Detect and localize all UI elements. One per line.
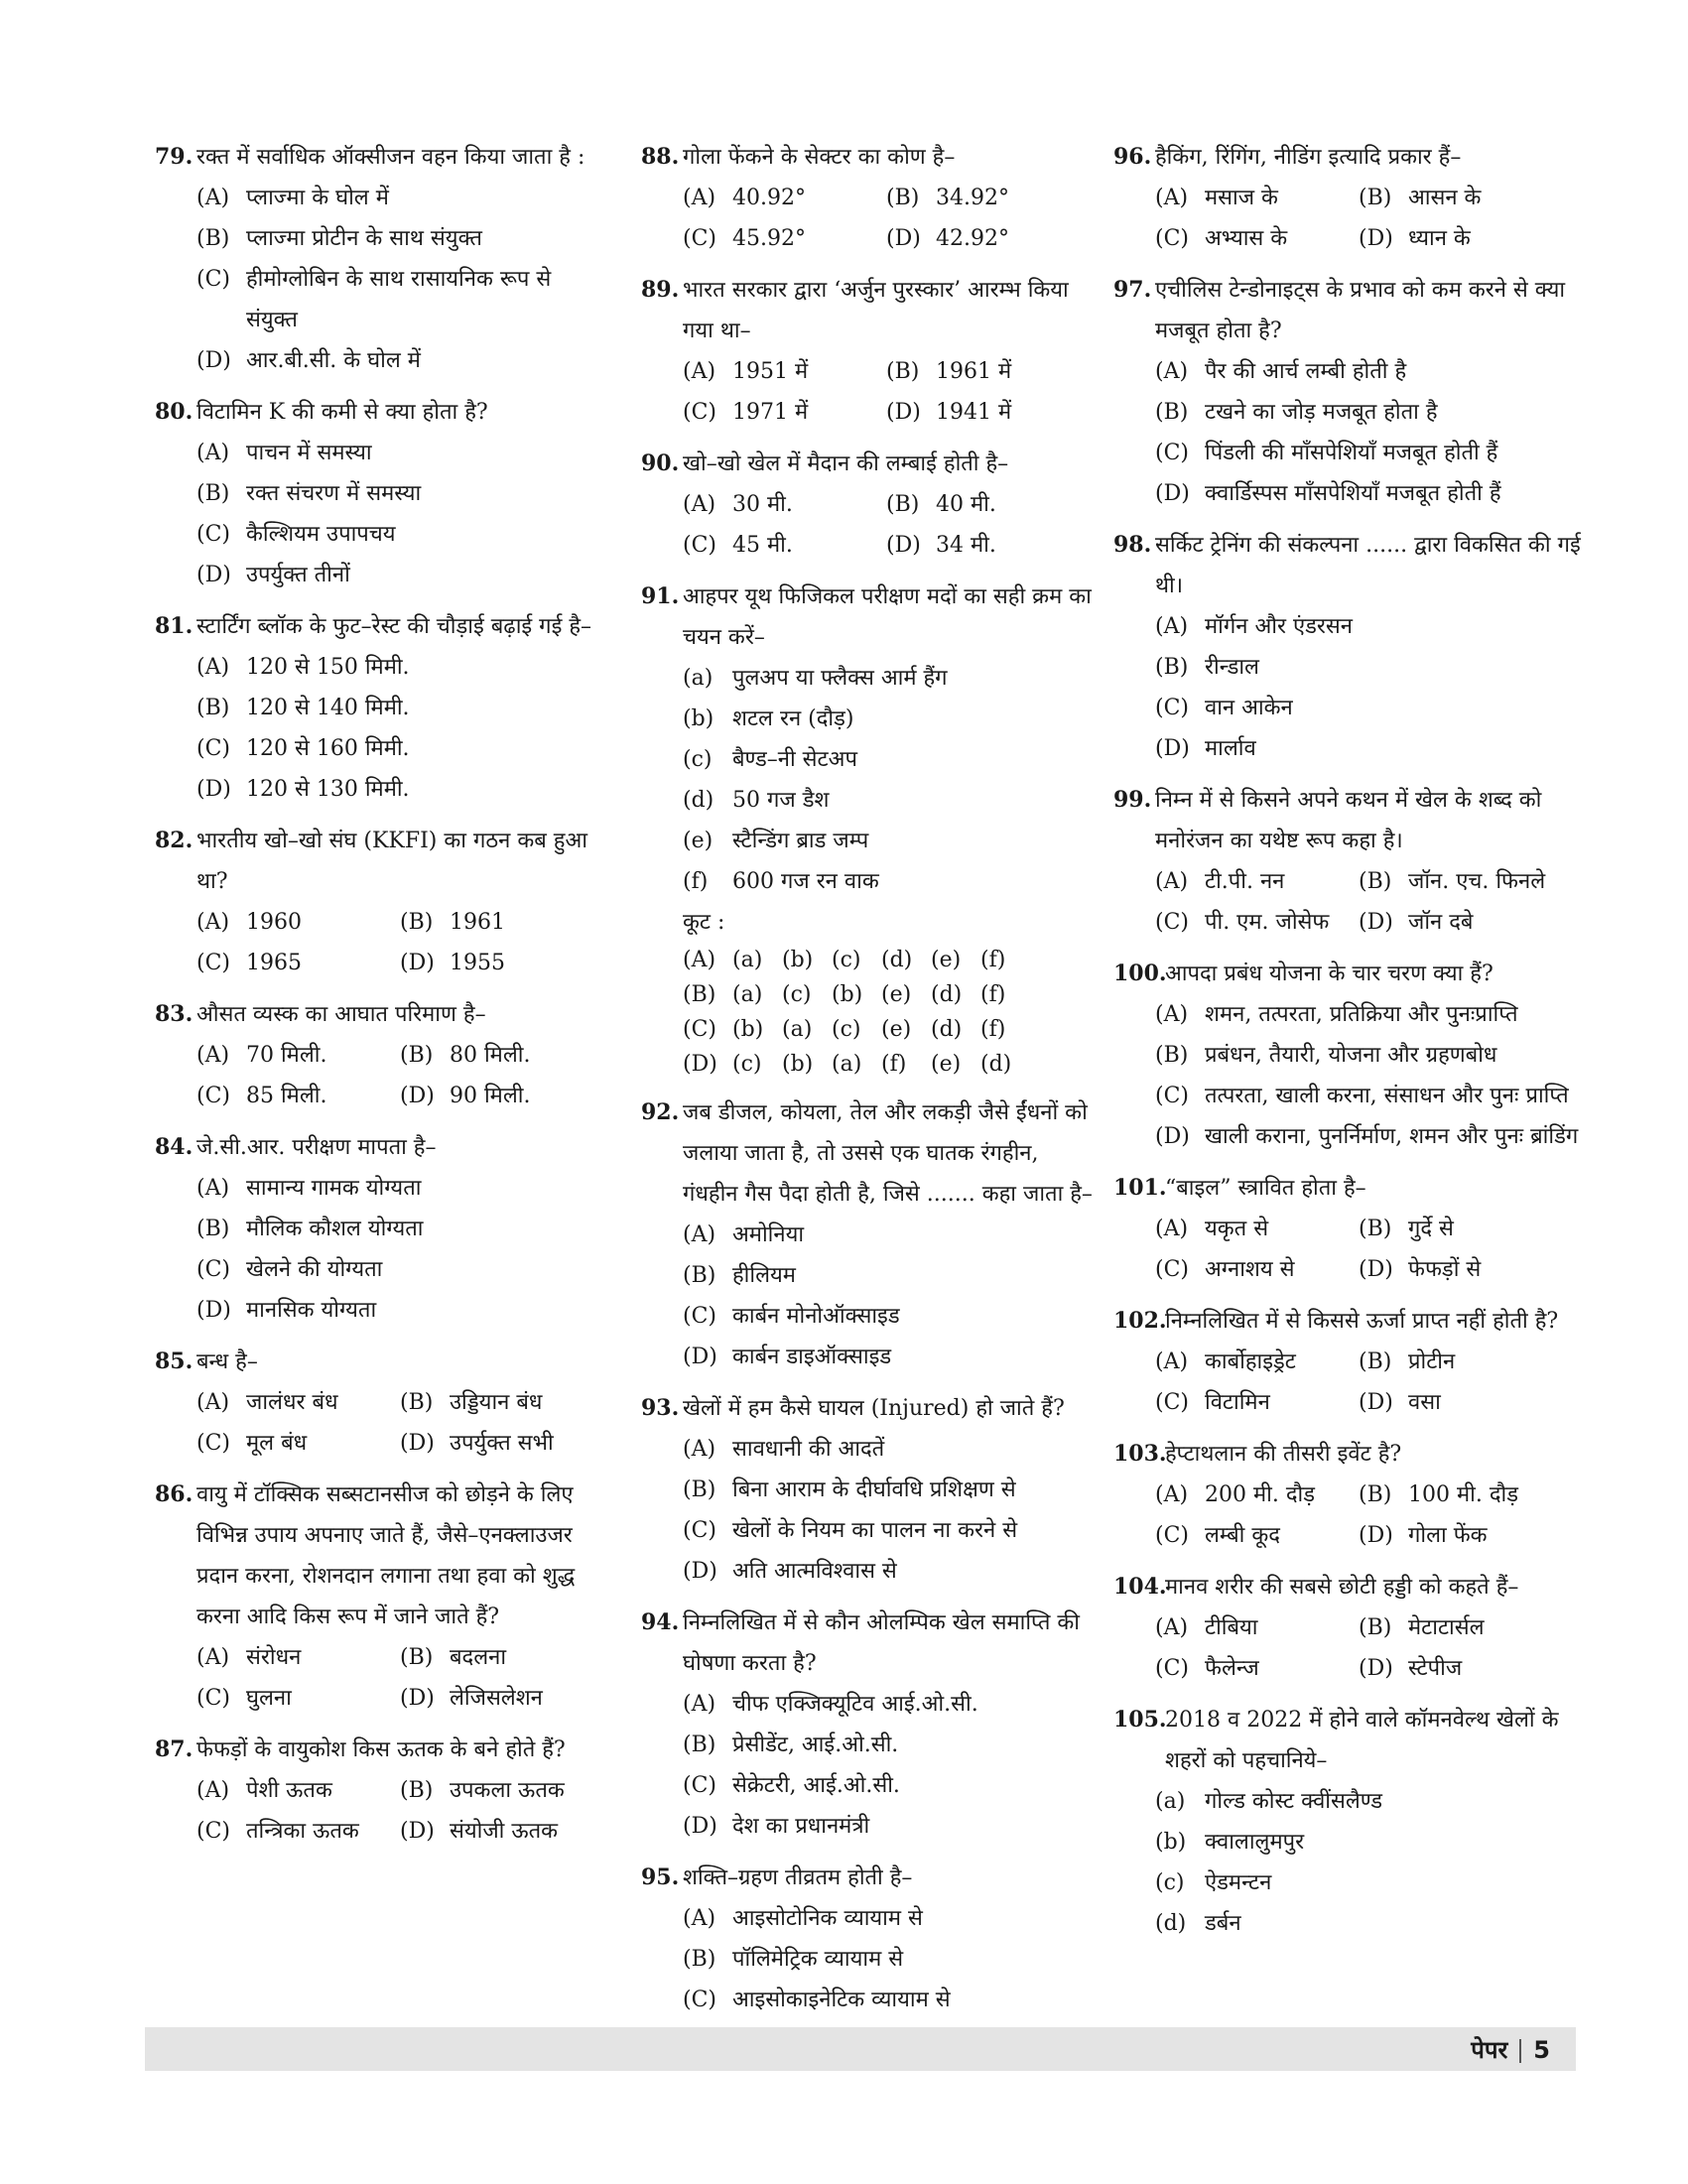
option-d: (D) 34 मी. — [886, 533, 996, 558]
question-104 — [1113, 1567, 1588, 1689]
option-c: (C) पी. एम. जोसेफ — [1155, 910, 1330, 935]
code-row-b: (B) (a) (c) (b) (e) (d) (f) — [683, 982, 1006, 1007]
list-item-f: (f) 600 गज रन वाक — [683, 869, 879, 894]
option-d: (D) 1955 — [400, 951, 505, 975]
option-d: (D) लेजिसलेशन — [400, 1686, 543, 1711]
option-d: (D) स्टेपीज — [1359, 1656, 1463, 1681]
option-b: (B) जॉन. एच. फिनले — [1359, 869, 1546, 894]
option-b: (B) प्रबंधन, तैयारी, योजना और ग्रहणबोध — [1155, 1043, 1497, 1068]
question-text: सर्किट ट्रेनिंग की संकल्पना ...... द्वारा विकसित की गई थी। — [1155, 533, 1581, 598]
option-c: (C) घुलना — [196, 1686, 292, 1711]
option-b: (B) रक्त संचरण में समस्या — [196, 481, 422, 506]
option-b: (B) 34.92° — [886, 186, 1009, 210]
option-a: (A) 1960 — [196, 910, 302, 935]
option-d: (D) मार्लाव — [1155, 736, 1256, 761]
question-text: आहपर यूथ फिजिकल परीक्षण मदों का सही क्रम का चयन करें– — [683, 584, 1092, 650]
page-footer — [145, 2027, 1576, 2071]
question-93 — [641, 1388, 1093, 1592]
question-text: विटामिन K की कमी से क्या होता है? — [196, 400, 488, 425]
option-c: (C) कैल्शियम उपापचय — [196, 522, 396, 547]
question-92 — [641, 1092, 1093, 1377]
option-d: (D) ध्यान के — [1359, 226, 1471, 251]
question-number: 102. — [1113, 1308, 1167, 1334]
option-b: (B) उड्डियान बंध — [400, 1390, 543, 1415]
question-text: निम्नलिखित में से कौन ओलम्पिक खेल समाप्ति की घोषणा करता है? — [683, 1610, 1080, 1676]
option-b: (B) 100 मी. दौड़ — [1359, 1482, 1518, 1507]
question-80 — [155, 392, 606, 595]
question-text: स्टार्टिंग ब्लॉक के फुट–रेस्ट की चौड़ाई बढ़ाई गई है– — [196, 614, 592, 639]
option-c: (C) 45.92° — [683, 226, 806, 251]
list-item-d: (d) डर्बन — [1155, 1911, 1241, 1936]
question-100 — [1113, 954, 1588, 1157]
option-b: (B) मेटाटार्सल — [1359, 1615, 1485, 1640]
question-81 — [155, 606, 606, 810]
option-b: (B) प्लाज्मा प्रोटीन के साथ संयुक्त — [196, 226, 482, 251]
option-b: (B) 40 मी. — [886, 492, 996, 517]
option-c: (C) खेलने की योग्यता — [196, 1257, 383, 1282]
question-number: 82. — [155, 828, 194, 853]
question-103 — [1113, 1434, 1588, 1556]
question-97 — [1113, 270, 1588, 514]
option-b: (B) टखने का जोड़ मजबूत होता है — [1155, 400, 1438, 425]
question-text: भारत सरकार द्वारा ‘अर्जुन पुरस्कार’ आरम्भ किया गया था– — [683, 278, 1069, 343]
option-d: (D) देश का प्रधानमंत्री — [683, 1814, 870, 1839]
question-number: 80. — [155, 399, 194, 425]
option-b: (B) गुर्दे से — [1359, 1217, 1454, 1241]
question-91 — [641, 577, 1093, 1082]
footer-label: पेपर — [1471, 2036, 1508, 2064]
option-a: (A) कार्बोहाइड्रेट — [1155, 1349, 1296, 1374]
question-number: 87. — [155, 1736, 194, 1762]
option-a: (A) 1951 में — [683, 359, 809, 384]
option-d: (D) गोला फेंक — [1359, 1523, 1488, 1548]
code-row-d: (D) (c) (b) (a) (f) (e) (d) — [683, 1052, 1012, 1077]
list-item-a: (a) गोल्ड कोस्ट क्वींसलैण्ड — [1155, 1789, 1383, 1814]
option-c: (C) अभ्यास के — [1155, 226, 1288, 251]
question-text: औसत व्यस्क का आघात परिमाण है– — [196, 1002, 486, 1027]
option-a: (A) जालंधर बंध — [196, 1390, 338, 1415]
question-88 — [641, 137, 1093, 259]
question-85 — [155, 1342, 606, 1464]
option-d: (D) आर.बी.सी. के घोल में — [196, 348, 421, 373]
option-b: (B) रीन्डाल — [1155, 655, 1259, 680]
question-number: 97. — [1113, 277, 1152, 303]
option-c: (C) विटामिन — [1155, 1390, 1270, 1415]
option-a: (A) मसाज के — [1155, 186, 1278, 210]
question-number: 93. — [641, 1395, 680, 1421]
option-b: (B) आसन के — [1359, 186, 1482, 210]
option-a: (A) अमोनिया — [683, 1222, 805, 1247]
option-b: (B) प्रोटीन — [1359, 1349, 1456, 1374]
option-c: (C) 85 मिली. — [196, 1084, 327, 1108]
question-86 — [155, 1475, 606, 1719]
code-label: कूट : — [683, 910, 725, 935]
question-94 — [641, 1603, 1093, 1847]
list-item-d: (d) 50 गज डैश — [683, 788, 830, 813]
option-d: (D) वसा — [1359, 1390, 1441, 1415]
option-d: (D) 120 से 130 मिमी. — [196, 777, 410, 802]
column-3 — [1113, 137, 1588, 1955]
question-84 — [155, 1127, 606, 1331]
question-number: 94. — [641, 1609, 680, 1635]
option-d: (D) उपर्युक्त तीनों — [196, 563, 350, 587]
question-number: 95. — [641, 1864, 680, 1890]
option-d: (D) 42.92° — [886, 226, 1009, 251]
option-d: (D) 1941 में — [886, 400, 1012, 425]
option-b: (B) 1961 — [400, 910, 505, 935]
question-number: 90. — [641, 450, 680, 476]
option-a: (A) यकृत से — [1155, 1217, 1269, 1241]
option-c: (C) हीमोग्लोबिन के साथ रासायनिक रूप से संयुक्त — [196, 267, 552, 332]
list-item-a: (a) पुलअप या फ्लैक्स आर्म हैंग — [683, 666, 948, 691]
question-text: हेप्टाथलान की तीसरी इवेंट है? — [1165, 1442, 1402, 1467]
option-a: (A) सावधानी की आदतें — [683, 1437, 885, 1462]
option-c: (C) पिंडली की माँसपेशियाँ मजबूत होती हैं — [1155, 441, 1498, 465]
list-item-b: (b) शटल रन (दौड़) — [683, 707, 854, 731]
question-text: वायु में टॉक्सिक सब्सटानसीज को छोड़ने के लिए विभिन्न उपाय अपनाए जाते हैं, जैसे–एनक्लाउजर प्रदान करना, रोशनदान लगाना तथा हवा को शुद्ध करना आदि किस रूप में जाने जाते हैं? — [196, 1482, 576, 1629]
option-b: (B) 80 मिली. — [400, 1043, 531, 1068]
option-d: (D) जॉन दबे — [1359, 910, 1474, 935]
option-b: (B) हीलियम — [683, 1263, 796, 1288]
question-number: 96. — [1113, 144, 1152, 170]
question-text: गोला फेंकने के सेक्टर का कोण है– — [683, 145, 956, 170]
question-number: 79. — [155, 144, 194, 170]
question-number: 81. — [155, 613, 194, 639]
question-number: 105. — [1113, 1707, 1167, 1733]
option-b: (B) मौलिक कौशल योग्यता — [196, 1217, 424, 1241]
question-82 — [155, 821, 606, 983]
question-87 — [155, 1730, 606, 1852]
question-98 — [1113, 525, 1588, 769]
option-b: (B) बिना आराम के दीर्घावधि प्रशिक्षण से — [683, 1477, 1016, 1502]
option-b: (B) पॉलिमेट्रिक व्यायाम से — [683, 1947, 904, 1972]
question-101 — [1113, 1168, 1588, 1290]
option-c: (C) सेक्रेटरी, आई.ओ.सी. — [683, 1773, 900, 1798]
question-number: 99. — [1113, 787, 1152, 813]
code-row-c: (C) (b) (a) (c) (e) (d) (f) — [683, 1017, 1006, 1042]
question-number: 89. — [641, 277, 680, 303]
question-number: 100. — [1113, 961, 1167, 986]
option-c: (C) 1965 — [196, 951, 302, 975]
option-a: (A) चीफ एक्जिक्यूटिव आई.ओ.सी. — [683, 1692, 978, 1717]
option-d: (D) संयोजी ऊतक — [400, 1819, 559, 1844]
question-89 — [641, 270, 1093, 433]
code-row-a: (A) (a) (b) (c) (d) (e) (f) — [683, 948, 1006, 972]
page-number-label — [1471, 2033, 1550, 2066]
page-number: 5 — [1533, 2036, 1550, 2064]
option-d: (D) उपर्युक्त सभी — [400, 1431, 554, 1456]
question-text: खेलों में हम कैसे घायल (Injured) हो जाते हैं? — [683, 1396, 1065, 1421]
option-a: (A) प्लाज्मा के घोल में — [196, 186, 389, 210]
option-a: (A) टीबिया — [1155, 1615, 1258, 1640]
question-number: 86. — [155, 1481, 194, 1507]
option-c: (C) 1971 में — [683, 400, 809, 425]
question-text: शक्ति–ग्रहण तीव्रतम होती है– — [683, 1865, 913, 1890]
option-a: (A) शमन, तत्परता, प्रतिक्रिया और पुनःप्राप्ति — [1155, 1002, 1518, 1027]
list-item-b: (b) क्वालालुमपुर — [1155, 1830, 1305, 1855]
option-d: (D) फेफड़ों से — [1359, 1257, 1482, 1282]
question-number: 91. — [641, 583, 680, 609]
option-c: (C) खेलों के नियम का पालन ना करने से — [683, 1518, 1018, 1543]
list-item-c: (c) ऐडमन्टन — [1155, 1870, 1272, 1895]
question-text: आपदा प्रबंध योजना के चार चरण क्या हैं? — [1165, 962, 1493, 986]
option-a: (A) पाचन में समस्या — [196, 441, 372, 465]
option-c: (C) आइसोकाइनेटिक व्यायाम से — [683, 1988, 951, 2012]
option-d: (D) 90 मिली. — [400, 1084, 531, 1108]
question-number: 101. — [1113, 1175, 1167, 1201]
option-a: (A) 120 से 150 मिमी. — [196, 655, 410, 680]
question-99 — [1113, 780, 1588, 943]
question-number: 92. — [641, 1099, 680, 1125]
list-item-c: (c) बैण्ड–नी सेटअप — [683, 747, 857, 772]
question-102 — [1113, 1301, 1588, 1423]
question-83 — [155, 994, 606, 1116]
question-number: 98. — [1113, 532, 1152, 558]
question-90 — [641, 444, 1093, 566]
option-c: (C) तत्परता, खाली करना, संसाधन और पुनः प्राप्ति — [1155, 1084, 1569, 1108]
question-number: 88. — [641, 144, 680, 170]
option-c: (C) 45 मी. — [683, 533, 793, 558]
question-text: खो–खो खेल में मैदान की लम्बाई होती है– — [683, 451, 1009, 476]
option-c: (C) लम्बी कूद — [1155, 1523, 1280, 1548]
question-text: रक्त में सर्वाधिक ऑक्सीजन वहन किया जाता है : — [196, 145, 585, 170]
option-c: (C) 120 से 160 मिमी. — [196, 736, 410, 761]
option-a: (A) मॉर्गन और एंडरसन — [1155, 614, 1353, 639]
question-text: जब डीजल, कोयला, तेल और लकड़ी जैसे ईंधनों को जलाया जाता है, तो उससे एक घातक रंगहीन, गंधहीन गैस पैदा होती है, जिसे ....... कहा जाता है– — [683, 1100, 1093, 1207]
option-c: (C) तन्त्रिका ऊतक — [196, 1819, 359, 1844]
option-c: (C) अग्नाशय से — [1155, 1257, 1295, 1282]
question-number: 83. — [155, 1001, 194, 1027]
question-text: निम्नलिखित में से किससे ऊर्जा प्राप्त नहीं होती है? — [1165, 1309, 1559, 1334]
question-text: फेफड़ों के वायुकोश किस ऊतक के बने होते हैं? — [196, 1737, 566, 1762]
option-a: (A) 30 मी. — [683, 492, 793, 517]
question-105 — [1113, 1700, 1588, 1944]
question-number: 85. — [155, 1349, 194, 1374]
option-a: (A) पेशी ऊतक — [196, 1778, 332, 1803]
option-a: (A) 70 मिली. — [196, 1043, 327, 1068]
option-c: (C) वान आकेन — [1155, 696, 1293, 720]
option-c: (C) कार्बन मोनोऑक्साइड — [683, 1304, 900, 1329]
option-a: (A) संरोधन — [196, 1645, 302, 1670]
option-d: (D) अति आत्मविश्वास से — [683, 1559, 897, 1584]
option-b: (B) 120 से 140 मिमी. — [196, 696, 410, 720]
question-number: 103. — [1113, 1441, 1167, 1467]
option-c: (C) मूल बंध — [196, 1431, 308, 1456]
question-79 — [155, 137, 606, 381]
question-text: हैकिंग, रिंगिंग, नीडिंग इत्यादि प्रकार हैं– — [1155, 145, 1462, 170]
option-b: (B) प्रेसीडेंट, आई.ओ.सी. — [683, 1733, 899, 1757]
question-text: मानव शरीर की सबसे छोटी हड्डी को कहते हैं– — [1165, 1575, 1519, 1600]
option-a: (A) सामान्य गामक योग्यता — [196, 1176, 422, 1201]
option-a: (A) 40.92° — [683, 186, 806, 210]
list-item-e: (e) स्टैन्डिंग ब्राड जम्प — [683, 829, 869, 853]
question-text: जे.सी.आर. परीक्षण मापता है– — [196, 1135, 437, 1160]
footer-divider — [1519, 2039, 1521, 2063]
question-number: 84. — [155, 1134, 194, 1160]
question-number: 104. — [1113, 1574, 1167, 1600]
question-text: निम्न में से किसने अपने कथन में खेल के शब्द को मनोरंजन का यथेष्ट रूप कहा है। — [1155, 788, 1542, 853]
option-d: (D) खाली कराना, पुनर्निर्माण, शमन और पुनः ब्रांडिंग — [1155, 1124, 1579, 1149]
option-c: (C) फैलेन्ज — [1155, 1656, 1259, 1681]
column-2 — [641, 137, 1093, 2072]
question-text: 2018 व 2022 में होने वाले कॉमनवेल्थ खेलों के शहरों को पहचानिये– — [1165, 1708, 1559, 1773]
option-a: (A) टी.पी. नन — [1155, 869, 1285, 894]
option-b: (B) 1961 में — [886, 359, 1012, 384]
question-text: एचीलिस टेन्डोनाइट्स के प्रभाव को कम करने से क्या मजबूत होता है? — [1155, 278, 1566, 343]
column-1 — [155, 137, 606, 1863]
option-d: (D) मानसिक योग्यता — [196, 1298, 377, 1323]
question-text: “बाइल” स्त्रावित होता है– — [1165, 1176, 1366, 1201]
option-d: (D) कार्बन डाइऑक्साइड — [683, 1345, 892, 1369]
option-b: (B) उपकला ऊतक — [400, 1778, 565, 1803]
option-a: (A) पैर की आर्च लम्बी होती है — [1155, 359, 1407, 384]
option-a: (A) 200 मी. दौड़ — [1155, 1482, 1315, 1507]
option-b: (B) बदलना — [400, 1645, 507, 1670]
question-96 — [1113, 137, 1588, 259]
option-d: (D) क्वार्डिस्पस माँसपेशियाँ मजबूत होती हैं — [1155, 481, 1501, 506]
question-text: भारतीय खो–खो संघ (KKFI) का गठन कब हुआ था? — [196, 829, 587, 894]
question-text: बन्ध है– — [196, 1349, 258, 1374]
option-a: (A) आइसोटोनिक व्यायाम से — [683, 1906, 923, 1931]
